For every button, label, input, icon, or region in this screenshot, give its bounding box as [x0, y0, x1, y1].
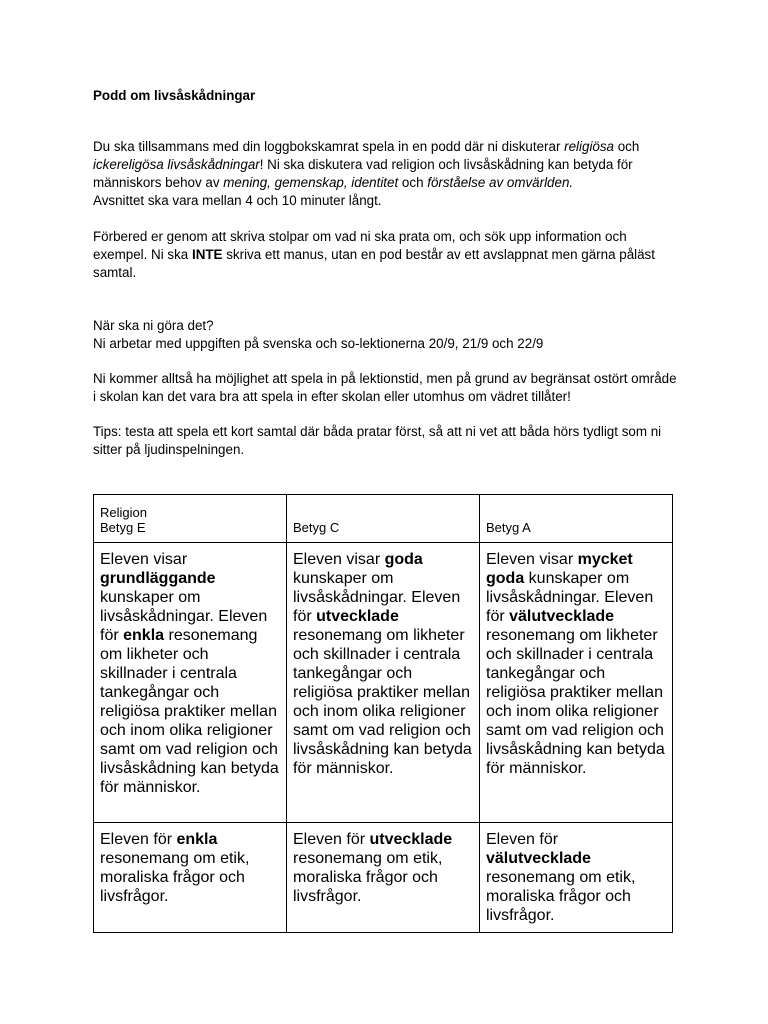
when-paragraph — [93, 317, 683, 353]
intro-paragraph: Du ska tillsammans med din loggbokskamrat spela in en podd där ni diskuterar religiösa och ickereligösa livsåskådningar! Ni ska diskutera vad religion och livsåskådning kan betyda för människors behov av mening, gemenskap, identitet och förståelse av omvärlden. Avsnittet ska vara mellan 4 och 10 minuter långt. — [93, 139, 640, 208]
rubric-header-a: Betyg A — [480, 495, 673, 543]
rubric-row-ethics — [94, 823, 673, 933]
rubric-subject: Religion — [100, 505, 147, 520]
rubric-header-e: Religion Betyg E — [94, 495, 287, 543]
rubric-cell-a-knowledge: Eleven visar mycket goda kunskaper om livsåskådningar. Eleven för välutvecklade resonemang om likheter och skillnader i centrala tankegångar och religiösa praktiker mellan och inom olika religioner samt om vad religion och livsåskådning kan betyda för människor. — [480, 543, 673, 823]
rubric-cell-a-ethics: Eleven för välutvecklade resonemang om etik, moraliska frågor och livsfrågor. — [480, 823, 673, 933]
rubric-header-row — [94, 495, 673, 543]
when-answer: Ni arbetar med uppgiften på svenska och so-lektionerna 20/9, 21/9 och 22/9 — [93, 336, 544, 351]
duration-text: Avsnittet ska vara mellan 4 och 10 minuter långt. — [93, 193, 382, 208]
tips-paragraph: Tips: testa att spela ett kort samtal där båda pratar först, så att ni vet att båda hörs tydligt som ni sitter på ljudinspelningen. — [93, 424, 662, 457]
rubric-header-c: Betyg C — [287, 495, 480, 543]
rubric-cell-c-knowledge: Eleven visar goda kunskaper om livsåskådningar. Eleven för utvecklade resonemang om likheter och skillnader i centrala tankegångar och religiösa praktiker mellan och inom olika religioner samt om vad religion och livsåskådning kan betyda för människor. — [287, 543, 480, 823]
prepare-paragraph: Förbered er genom att skriva stolpar om vad ni ska prata om, och sök upp information och exempel. Ni ska INTE skriva ett manus, utan en pod består av ett avslappnat men gärna påläst samtal. — [93, 229, 655, 280]
when-question: När ska ni göra det? — [93, 318, 214, 333]
page-title: Podd om livsåskådningar — [93, 88, 256, 103]
rubric-cell-c-ethics: Eleven för utvecklade resonemang om etik, moraliska frågor och livsfrågor. — [287, 823, 480, 933]
rubric-row-knowledge — [94, 543, 673, 823]
rubric-cell-e-ethics: Eleven för enkla resonemang om etik, moraliska frågor och livsfrågor. — [94, 823, 287, 933]
grading-rubric-table — [93, 494, 673, 933]
recording-note: Ni kommer alltså ha möjlighet att spela in på lektionstid, men på grund av begränsat ostört område i skolan kan det vara bra att spela in efter skolan eller utomhus om vädret tillåter! — [93, 371, 677, 404]
rubric-cell-e-knowledge: Eleven visar grundläggande kunskaper om livsåskådningar. Eleven för enkla resonemang om likheter och skillnader i centrala tankegångar och religiösa praktiker mellan och inom olika religioner samt om vad religion och livsåskådning kan betyda för människor. — [94, 543, 287, 823]
